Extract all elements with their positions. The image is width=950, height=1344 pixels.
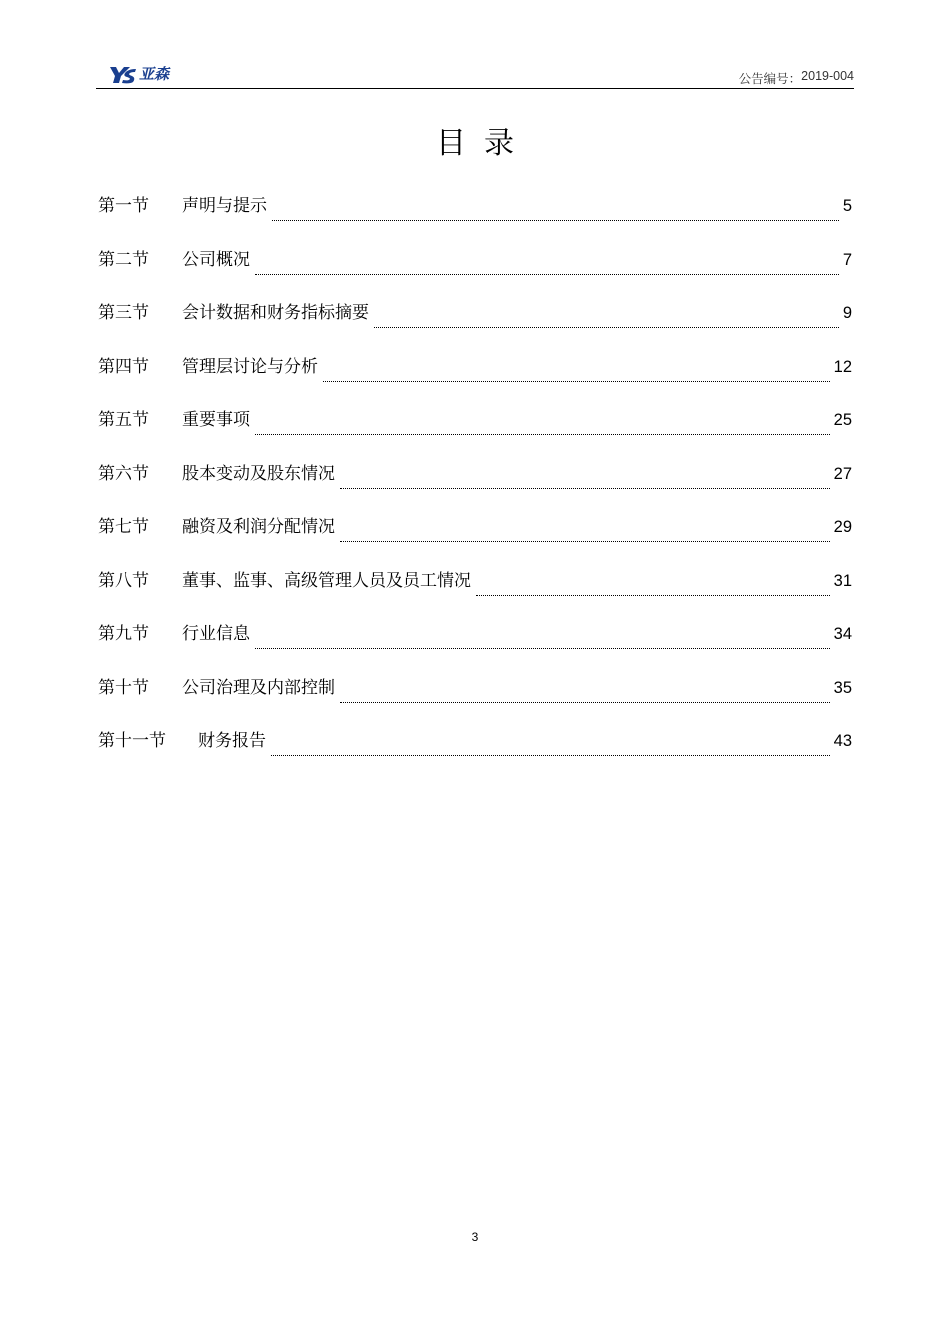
toc-section-title: 公司治理及内部控制 (182, 677, 335, 698)
toc-title: 目录 (436, 126, 532, 161)
page-header (96, 62, 854, 89)
company-logo (108, 62, 169, 84)
toc-entry[interactable] (98, 509, 852, 563)
toc-dot-leader (271, 755, 830, 756)
toc-page-number: 5 (842, 197, 852, 215)
toc-section-number: 第一节 (98, 196, 149, 216)
toc-entry[interactable] (98, 188, 852, 242)
toc-entry[interactable] (98, 402, 852, 456)
toc-dot-leader (340, 541, 830, 542)
toc-page-number: 43 (833, 732, 852, 750)
toc-section-number: 第二节 (98, 249, 149, 270)
toc-section-number: 第七节 (98, 517, 149, 537)
toc-entry[interactable] (98, 456, 852, 510)
toc-page-number: 34 (833, 625, 852, 643)
toc-entry[interactable] (98, 616, 852, 670)
toc-dot-leader (340, 488, 830, 489)
toc-section-title: 管理层讨论与分析 (182, 356, 318, 377)
notice-value: 2019-004 (801, 69, 854, 83)
toc-page-number: 25 (833, 411, 852, 429)
toc-section-title: 董事、监事、高级管理人员及员工情况 (182, 570, 471, 591)
toc-page-number: 27 (833, 464, 852, 483)
toc-dot-leader (255, 274, 839, 275)
toc-page-number: 35 (833, 678, 852, 697)
toc-section-number: 第九节 (98, 624, 149, 644)
toc-section-title: 财务报告 (198, 731, 266, 751)
toc-dot-leader (272, 220, 839, 221)
toc-entry[interactable] (98, 563, 852, 617)
toc-page-number: 7 (842, 250, 852, 269)
logo-text: 亚森 (139, 65, 170, 83)
toc-section-number: 第八节 (98, 570, 149, 591)
toc-section-number: 第五节 (98, 410, 149, 430)
toc-section-number: 第四节 (98, 356, 149, 377)
toc-section-title: 重要事项 (182, 410, 250, 430)
toc-page-number: 12 (833, 357, 852, 376)
toc-dot-leader (340, 702, 830, 703)
footer-page-number: 3 (471, 1230, 479, 1244)
toc-entry[interactable] (98, 670, 852, 724)
toc-dot-leader (374, 327, 839, 328)
toc-section-number: 第三节 (98, 303, 149, 323)
notice-number (739, 69, 854, 87)
toc-section-title: 行业信息 (182, 624, 250, 644)
toc-list (98, 188, 852, 777)
toc-section-title: 股本变动及股东情况 (182, 463, 335, 484)
toc-dot-leader (476, 595, 830, 596)
toc-section-title: 公司概况 (182, 249, 250, 270)
toc-dot-leader (255, 648, 830, 649)
toc-section-number: 第六节 (98, 463, 149, 484)
toc-section-title: 会计数据和财务指标摘要 (182, 303, 369, 323)
toc-section-number: 第十节 (98, 677, 149, 698)
toc-section-title: 融资及利润分配情况 (182, 517, 335, 537)
toc-page-number: 31 (833, 571, 852, 590)
ys-logo-icon (108, 64, 138, 84)
toc-entry[interactable] (98, 349, 852, 403)
toc-section-number: 第十一节 (98, 731, 166, 751)
toc-entry[interactable] (98, 723, 852, 777)
toc-page-number: 9 (842, 304, 852, 322)
toc-dot-leader (323, 381, 830, 382)
toc-entry[interactable] (98, 295, 852, 349)
toc-page-number: 29 (833, 518, 852, 536)
toc-entry[interactable] (98, 242, 852, 296)
toc-dot-leader (255, 434, 830, 435)
toc-section-title: 声明与提示 (182, 196, 267, 216)
notice-label: 公告编号： (738, 71, 802, 86)
